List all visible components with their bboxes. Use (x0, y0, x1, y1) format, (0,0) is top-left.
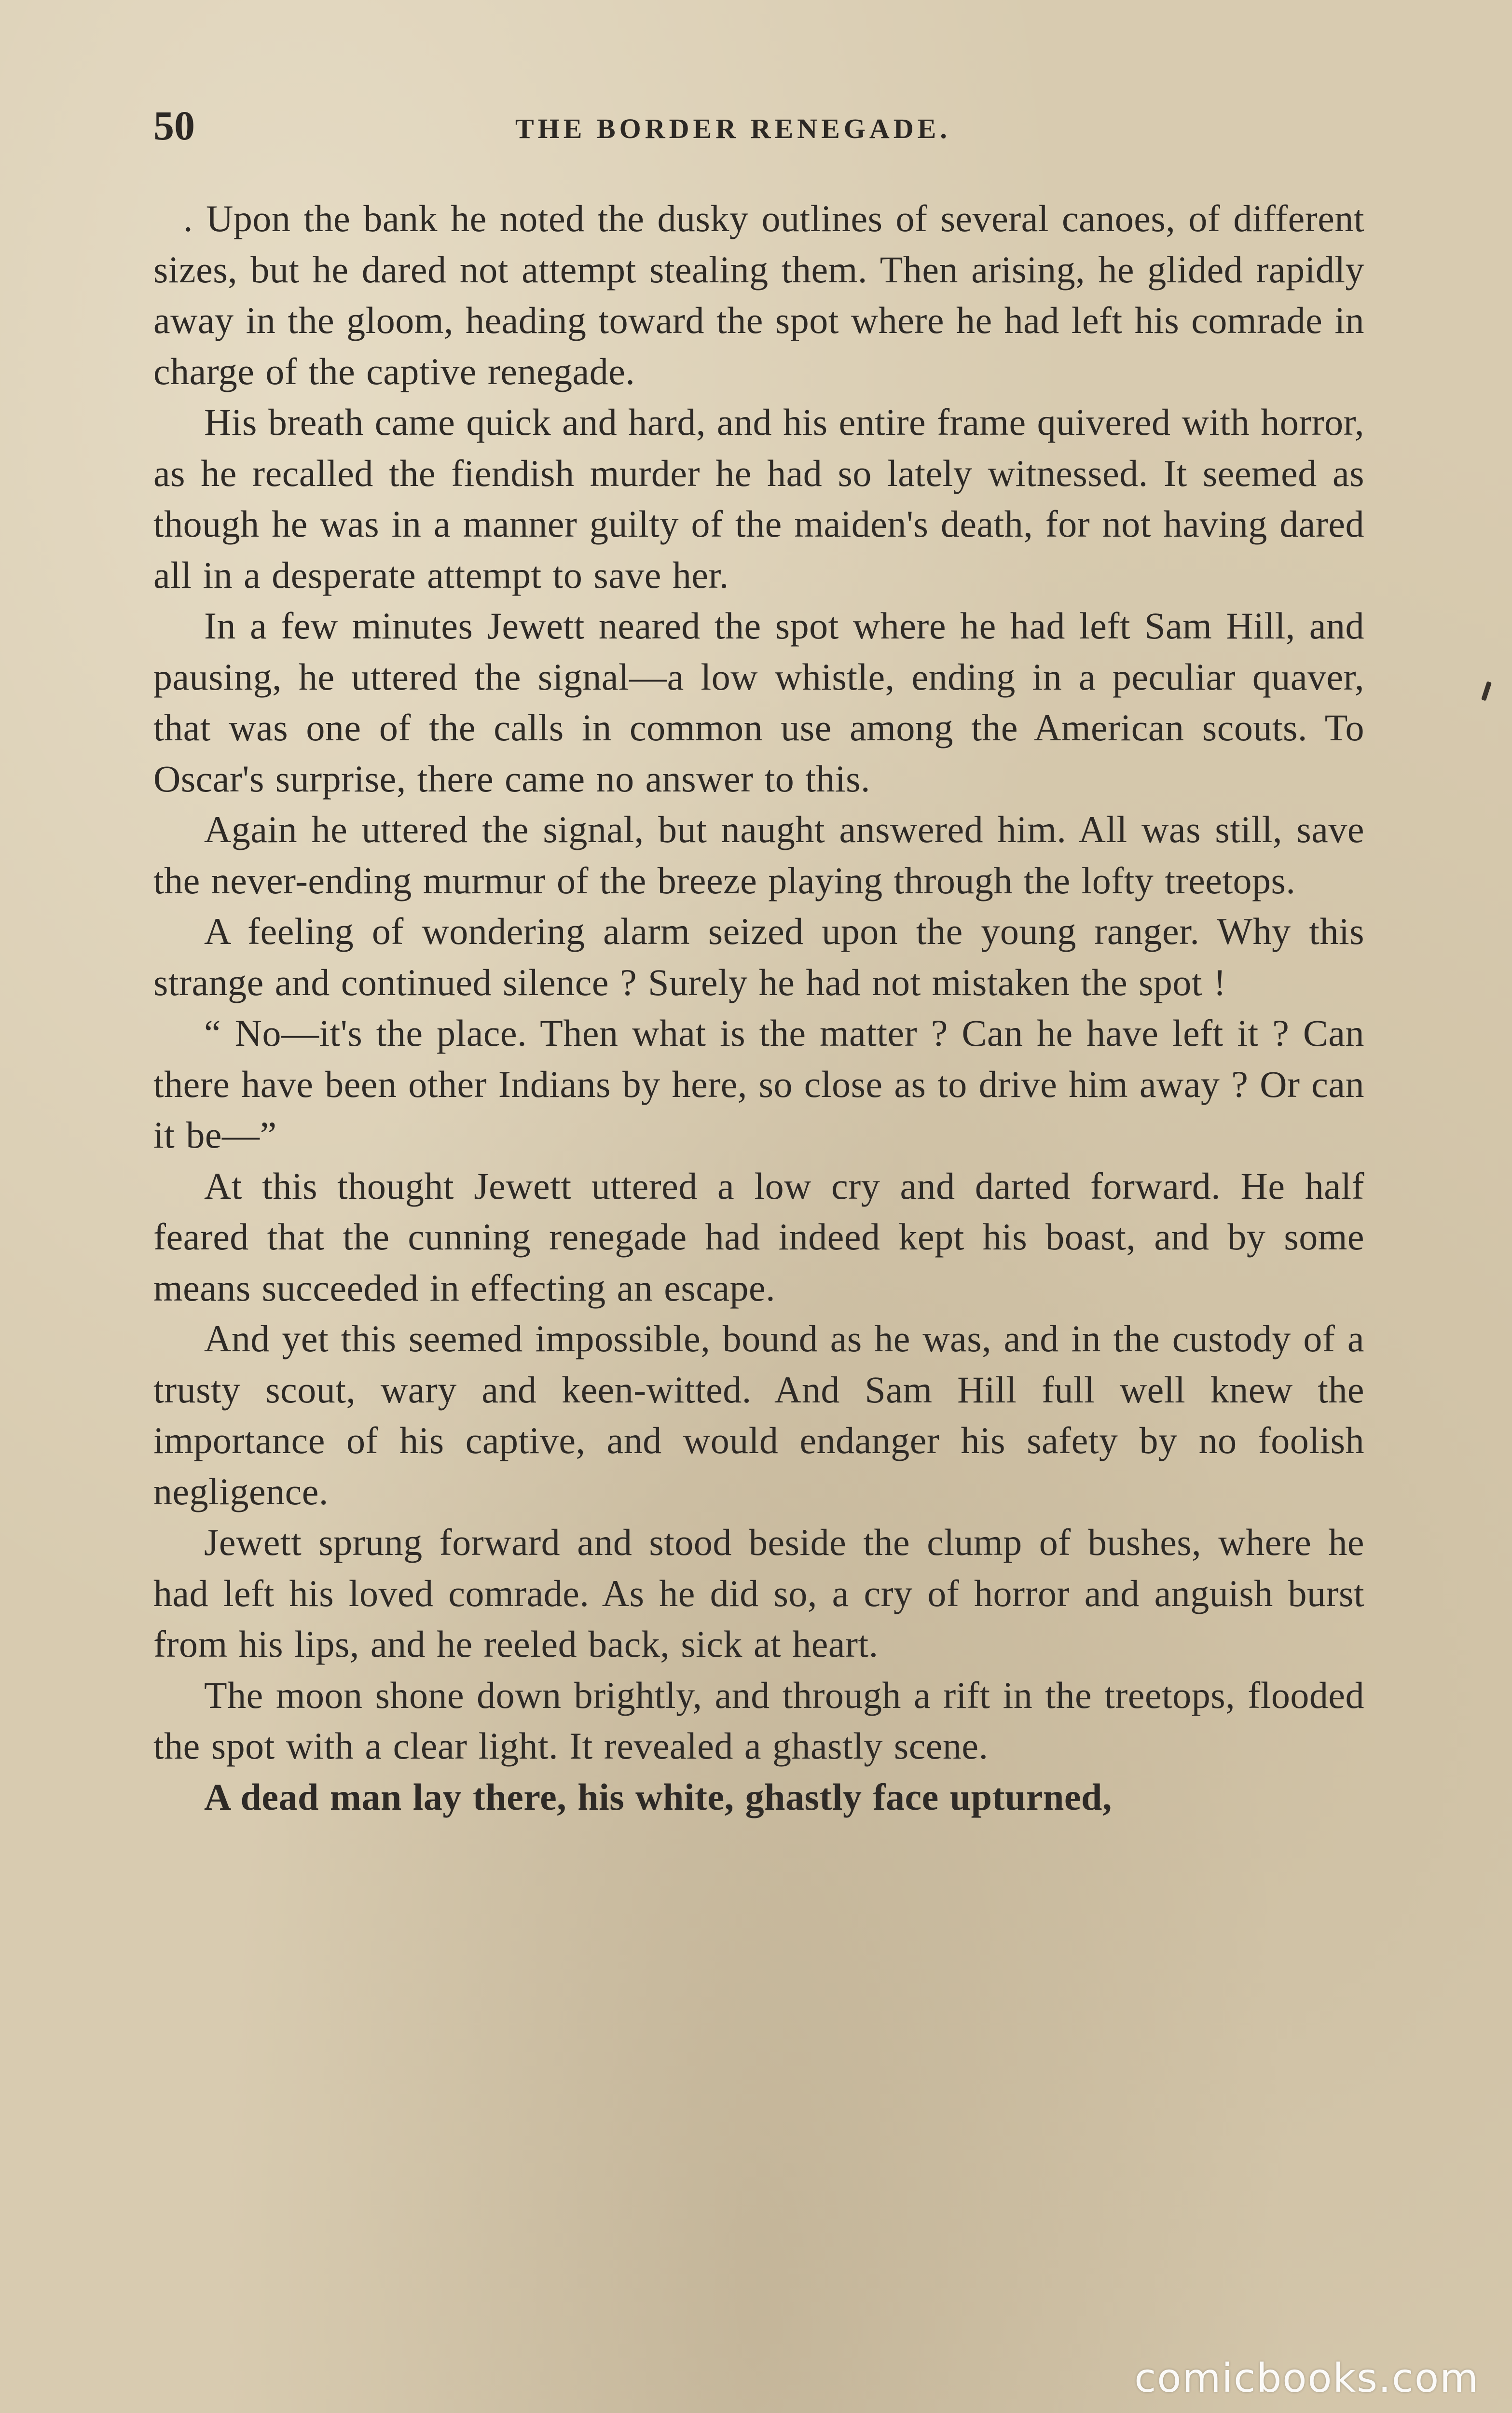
paragraph: A feeling of wondering alarm seized upon the young ranger. Why this strange and continued silence ? Surely he had not mistaken the spot ! (153, 910, 1364, 1003)
paragraph: Again he uttered the signal, but naught answered him. All was still, save the never-ending murmur of the breeze playing through the lofty treetops. (153, 808, 1364, 901)
book-title: THE BORDER RENEGADE. (515, 113, 951, 144)
paragraph: A dead man lay there, his white, ghastly face upturned, (204, 1775, 1112, 1818)
paragraph: In a few minutes Jewett neared the spot where he had left Sam Hill, and pausing, he uttered the signal—a low whistle, ending in a peculiar quaver, that was one of the calls in common use among the American scouts. To Oscar's surprise, there came no answer to this. (153, 605, 1364, 800)
paragraph: His breath came quick and hard, and his entire frame quivered with horror, as he recalled the fiendish murder he had so lately witnessed. It seemed as though he was in a manner guilty of the maiden's death, for not having dared all in a desperate attempt to save her. (153, 401, 1364, 596)
paragraph: Jewett sprung forward and stood beside the clump of bushes, where he had left his loved comrade. As he did so, a cry of horror and anguish burst from his lips, and he reeled back, sick at heart. (153, 1521, 1364, 1665)
paragraph: At this thought Jewett uttered a low cry and darted forward. He half feared that the cunning renegade had indeed kept his boast, and by some means succeeded in effecting an escape. (153, 1165, 1364, 1309)
running-head (153, 99, 1369, 152)
paragraph: “ No—it's the place. Then what is the matter ? Can he have left it ? Can there have been other Indians by here, so close as to drive him away ? Or can it be—” (153, 1012, 1364, 1156)
paragraph: . Upon the bank he noted the dusky outlines of several canoes, of different sizes, but he dared not attempt stealing them. Then arising, he glided rapidly away in the gloom, heading toward the spot where he had left his comrade in charge of the captive renegade. (153, 197, 1364, 392)
text-body (153, 193, 1364, 1822)
paragraph: And yet this seemed impossible, bound as he was, and in the custody of a trusty scout, wary and keen-witted. And Sam Hill full well knew the importance of his captive, and would endanger his safety by no foolish negligence. (153, 1317, 1364, 1512)
watermark: comicbooks.com (1134, 2356, 1479, 2401)
page-number: 50 (153, 102, 195, 149)
margin-ink-mark (1481, 681, 1492, 701)
paragraph: The moon shone down brightly, and through a rift in the treetops, flooded the spot with a clear light. It revealed a ghastly scene. (153, 1674, 1364, 1767)
